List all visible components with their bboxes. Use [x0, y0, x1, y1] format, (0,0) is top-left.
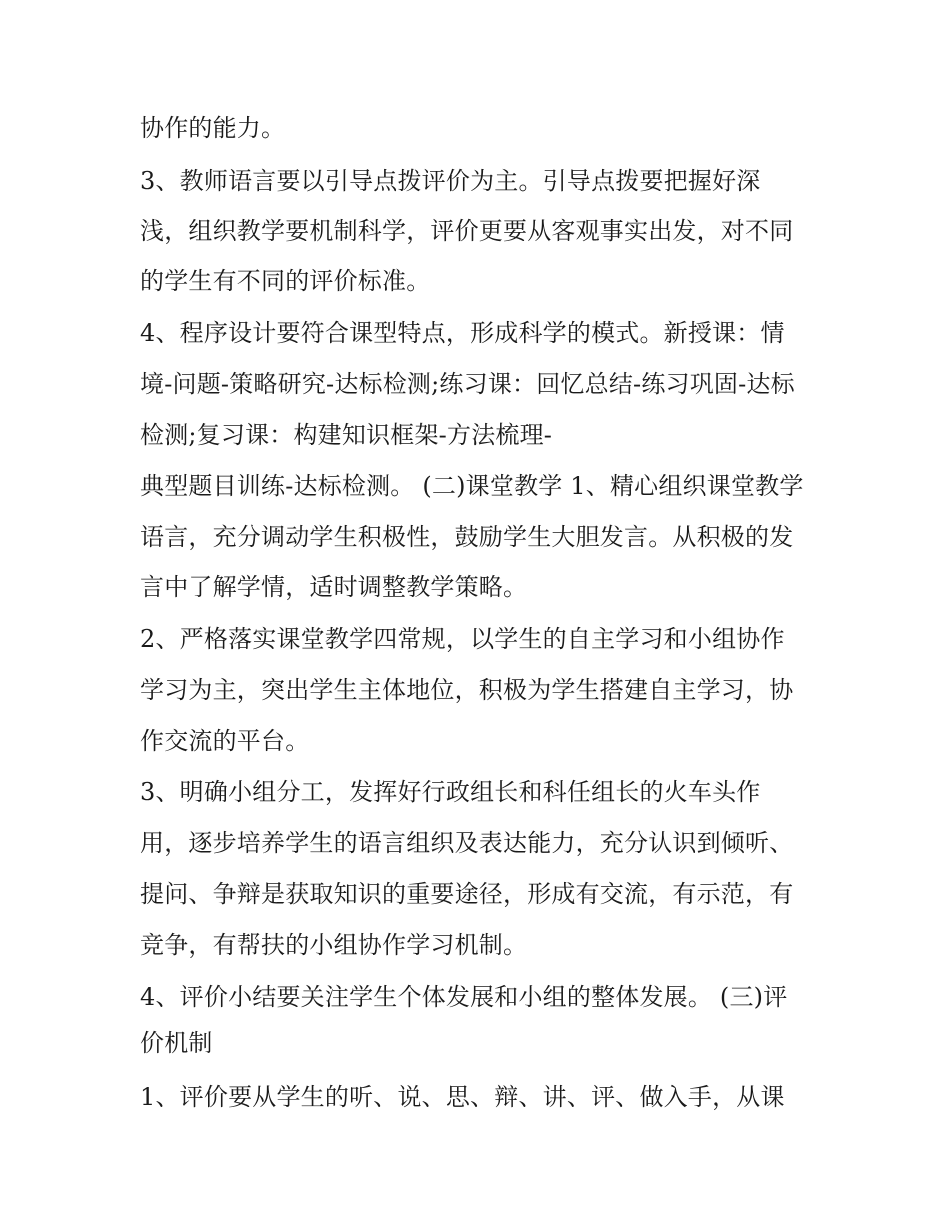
- text-line: 境-问题-策略研究-达标检测;练习课：回忆总结-练习巩固-达标: [140, 370, 795, 398]
- text-line: 3、明确小组分工，发挥好行政组长和科任组长的火车头作: [140, 778, 761, 806]
- text-line: 3、教师语言要以引导点拨评价为主。引导点拨要把握好深: [140, 167, 761, 195]
- text-line: 典型题目训练-达标检测。 (二)课堂教学 1、精心组织课堂教学: [140, 472, 804, 500]
- text-line: 价机制: [140, 1029, 213, 1057]
- text-line: 竞争，有帮扶的小组协作学习机制。: [140, 931, 528, 959]
- text-line: 言中了解学情，适时调整教学策略。: [140, 573, 528, 601]
- text-line: 2、严格落实课堂教学四常规，以学生的自主学习和小组协作: [140, 625, 785, 653]
- text-line: 语言，充分调动学生积极性，鼓励学生大胆发言。从积极的发: [140, 523, 794, 551]
- text-line: 作交流的平台。: [140, 727, 310, 755]
- text-line: 1、评价要从学生的听、说、思、辩、讲、评、做入手，从课: [140, 1083, 785, 1111]
- text-line: 学习为主，突出学生主体地位，积极为学生搭建自主学习，协: [140, 676, 794, 704]
- text-line: 检测;复习课：构建知识框架-方法梳理-: [140, 421, 553, 449]
- text-line: 用，逐步培养学生的语言组织及表达能力，充分认识到倾听、: [140, 829, 794, 857]
- text-line: 4、程序设计要符合课型特点，形成科学的模式。新授课：情: [140, 319, 785, 347]
- text-line: 协作的能力。: [140, 114, 286, 142]
- text-line: 浅，组织教学要机制科学，评价更要从客观事实出发，对不同: [140, 217, 794, 245]
- text-line: 提问、争辩是获取知识的重要途径，形成有交流，有示范，有: [140, 880, 794, 908]
- text-line: 的学生有不同的评价标准。: [140, 267, 431, 295]
- text-line: 4、评价小结要关注学生个体发展和小组的整体发展。 (三)评: [140, 983, 788, 1011]
